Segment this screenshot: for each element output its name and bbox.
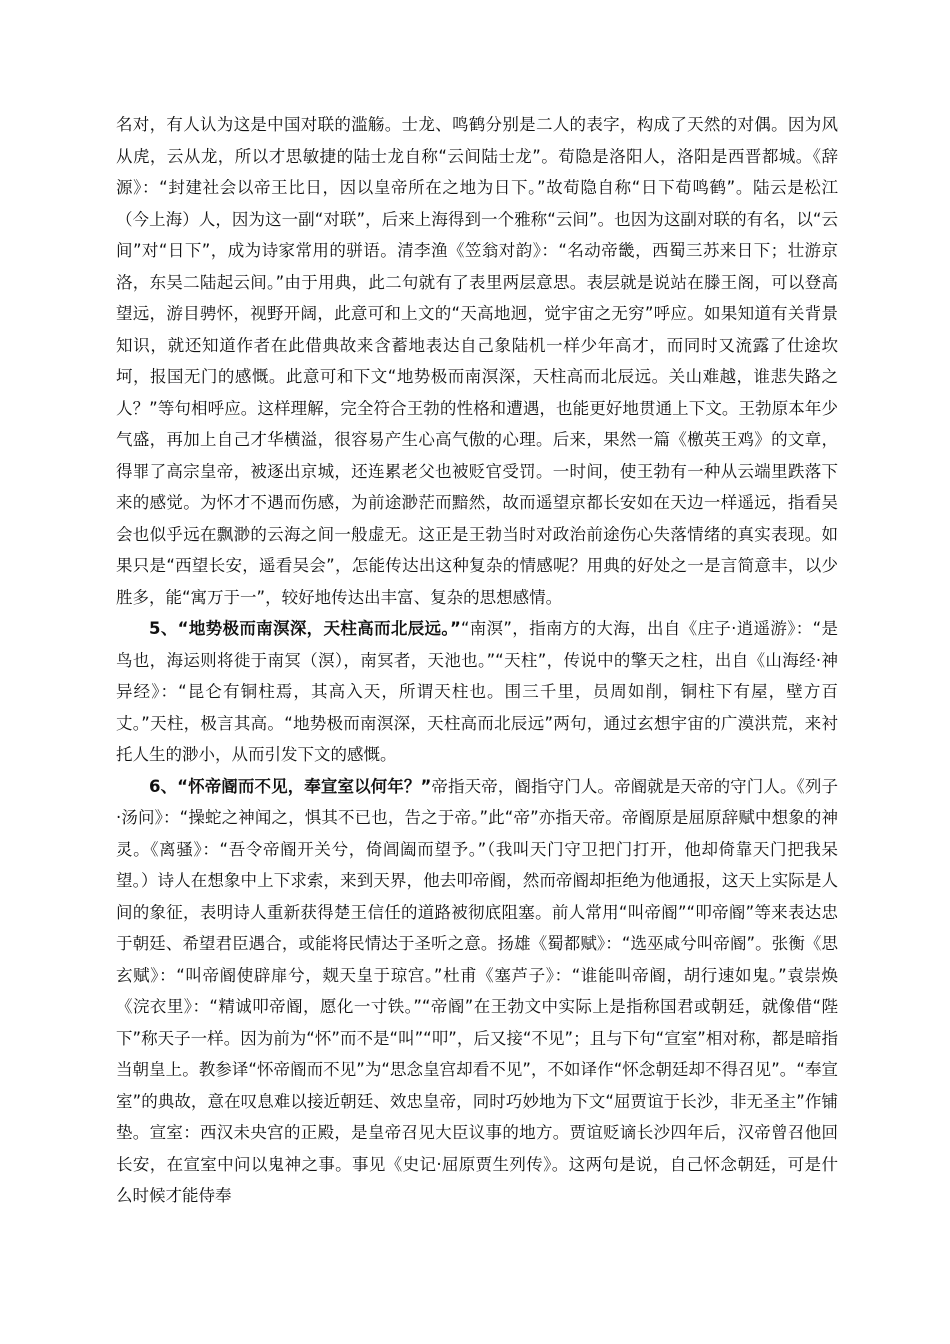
item-6-heading: 6、“怀帝阍而不见，奉宣室以何年？” [149, 776, 432, 796]
document-page [116, 109, 838, 1212]
item-5-heading: 5、“地势极而南溟深，天柱高而北辰远。” [149, 619, 461, 638]
item-6-text: 帝指天帝，阍指守门人。帝阍就是天帝的守门人。《列子·汤问》：“操蛇之神闻之，惧其不已也，告之于帝。”此“帝”亦指天帝。帝阍原是屈原辞赋中想象的神灵。《离骚》：“吾令帝阍开关兮，倚阊阖而望予。”（我叫天门守卫把门打开，他却倚靠天门把我呆望。）诗人在想象中上下求索，来到天界，他去叩帝阍，然而帝阍却拒绝为他通报，这天上实际是人间的象征，表明诗人重新获得楚王信任的道路被彻底阻塞。前人常用“叫帝阍”“叩帝阍”等来表达忠于朝廷、希望君臣遇合，或能将民情达于圣听之意。扬雄《蜀都赋》：“选巫咸兮叫帝阍”。张衡《思玄赋》：“叫帝阍使辟扉兮，觌天皇于琼宫。”杜甫《塞芦子》：“谁能叫帝阍，胡行速如鬼。”袁崇焕《浣衣里》：“精诚叩帝阍，愿化一寸铁。”“帝阍”在王勃文中实际上是指称国君或朝廷，就像借“陛下”称天子一样。因为前为“怀”而不是“叫”“叩”，后又接“不见”；且与下句“宣室”相对称，都是暗指当朝皇上。教参译“怀帝阍而不见”为“思念皇宫却看不见”，不如译作“怀念朝廷却不得召见”。“奉宣室”的典故，意在叹息难以接近朝廷、效忠皇帝，同时巧妙地为下文“屈贾谊于长沙，非无圣主”作铺垫。宣室：西汉未央宫的正殿，是皇帝召见大臣议事的地方。贾谊贬谪长沙四年后，汉帝曾召他回长安，在宣室中问以鬼神之事。事见《史记·屈原贾生列传》。这两句是说，自己怀念朝廷，可是什么时候才能侍奉 [116, 776, 839, 1205]
paragraph-continued [116, 109, 838, 613]
paragraph-text: 名对，有人认为这是中国对联的滥觞。士龙、鸣鹤分别是二人的表字，构成了天然的对偶。因为风从虎，云从龙，所以才思敏捷的陆士龙自称“云间陆士龙”。荀隐是洛阳人，洛阳是西晋都城。《辞源》：“封建社会以帝王比日，因以皇帝所在之地为日下。”故荀隐自称“日下荀鸣鹤”。陆云是松江（今上海）人，因为这一副“对联”，后来上海得到一个雅称“云间”。也因为这副对联的有名，以“云间”对“日下”，成为诗家常用的骈语。清李渔《笠翁对韵》：“名动帝畿，西蜀三苏来日下；壮游京洛，东吴二陆起云间。”由于用典，此二句就有了表里两层意思。表层就是说站在滕王阁，可以登高望远，游目骋怀，视野开阔，此意可和上文的“天高地迥，觉宇宙之无穷”呼应。如果知道有关背景知识，就还知道作者在此借典故来含蓄地表达自己象陆机一样少年高才，而同时又流露了仕途坎坷，报国无门的感慨。此意可和下文“地势极而南溟深，天柱高而北辰远。关山难越，谁悲失路之人？”等句相呼应。这样理解，完全符合王勃的性格和遭遇，也能更好地贯通上下文。王勃原本年少气盛，再加上自己才华横溢，很容易产生心高气傲的心理。后来，果然一篇《檄英王鸡》的文章，得罪了高宗皇帝，被逐出京城，还连累老父也被贬官受罚。一时间，使王勃有一种从云端里跌落下来的感觉。为怀才不遇而伤感，为前途渺茫而黯然，故而遥望京都长安如在天边一样遥远，指看吴会也似乎远在飘渺的云海之间一般虚无。这正是王勃当时对政治前途伤心失落情绪的真实表现。如果只是“西望长安，遥看吴会”，怎能传达出这种复杂的情感呢？用典的好处之一是言简意丰，以少胜多，能“寓万于一”，较好地传达出丰富、复杂的思想感情。 [116, 115, 838, 607]
paragraph-item-6 [116, 771, 838, 1212]
paragraph-item-5 [116, 613, 838, 771]
item-5-text: “南溟”，指南方的大海，出自《庄子·逍遥游》：“是鸟也，海运则将徙于南冥（溟），南冥者，天池也。”“天柱”，传说中的擎天之柱，出自《山海经·神异经》：“昆仑有铜柱焉，其高入天，所谓天柱也。围三千里，员周如削，铜柱下有屋，壁方百丈。”天柱，极言其高。“地势极而南溟深，天柱高而北辰远”两句，通过玄想宇宙的广漠洪荒，来衬托人生的渺小，从而引发下文的感慨。 [116, 619, 839, 764]
